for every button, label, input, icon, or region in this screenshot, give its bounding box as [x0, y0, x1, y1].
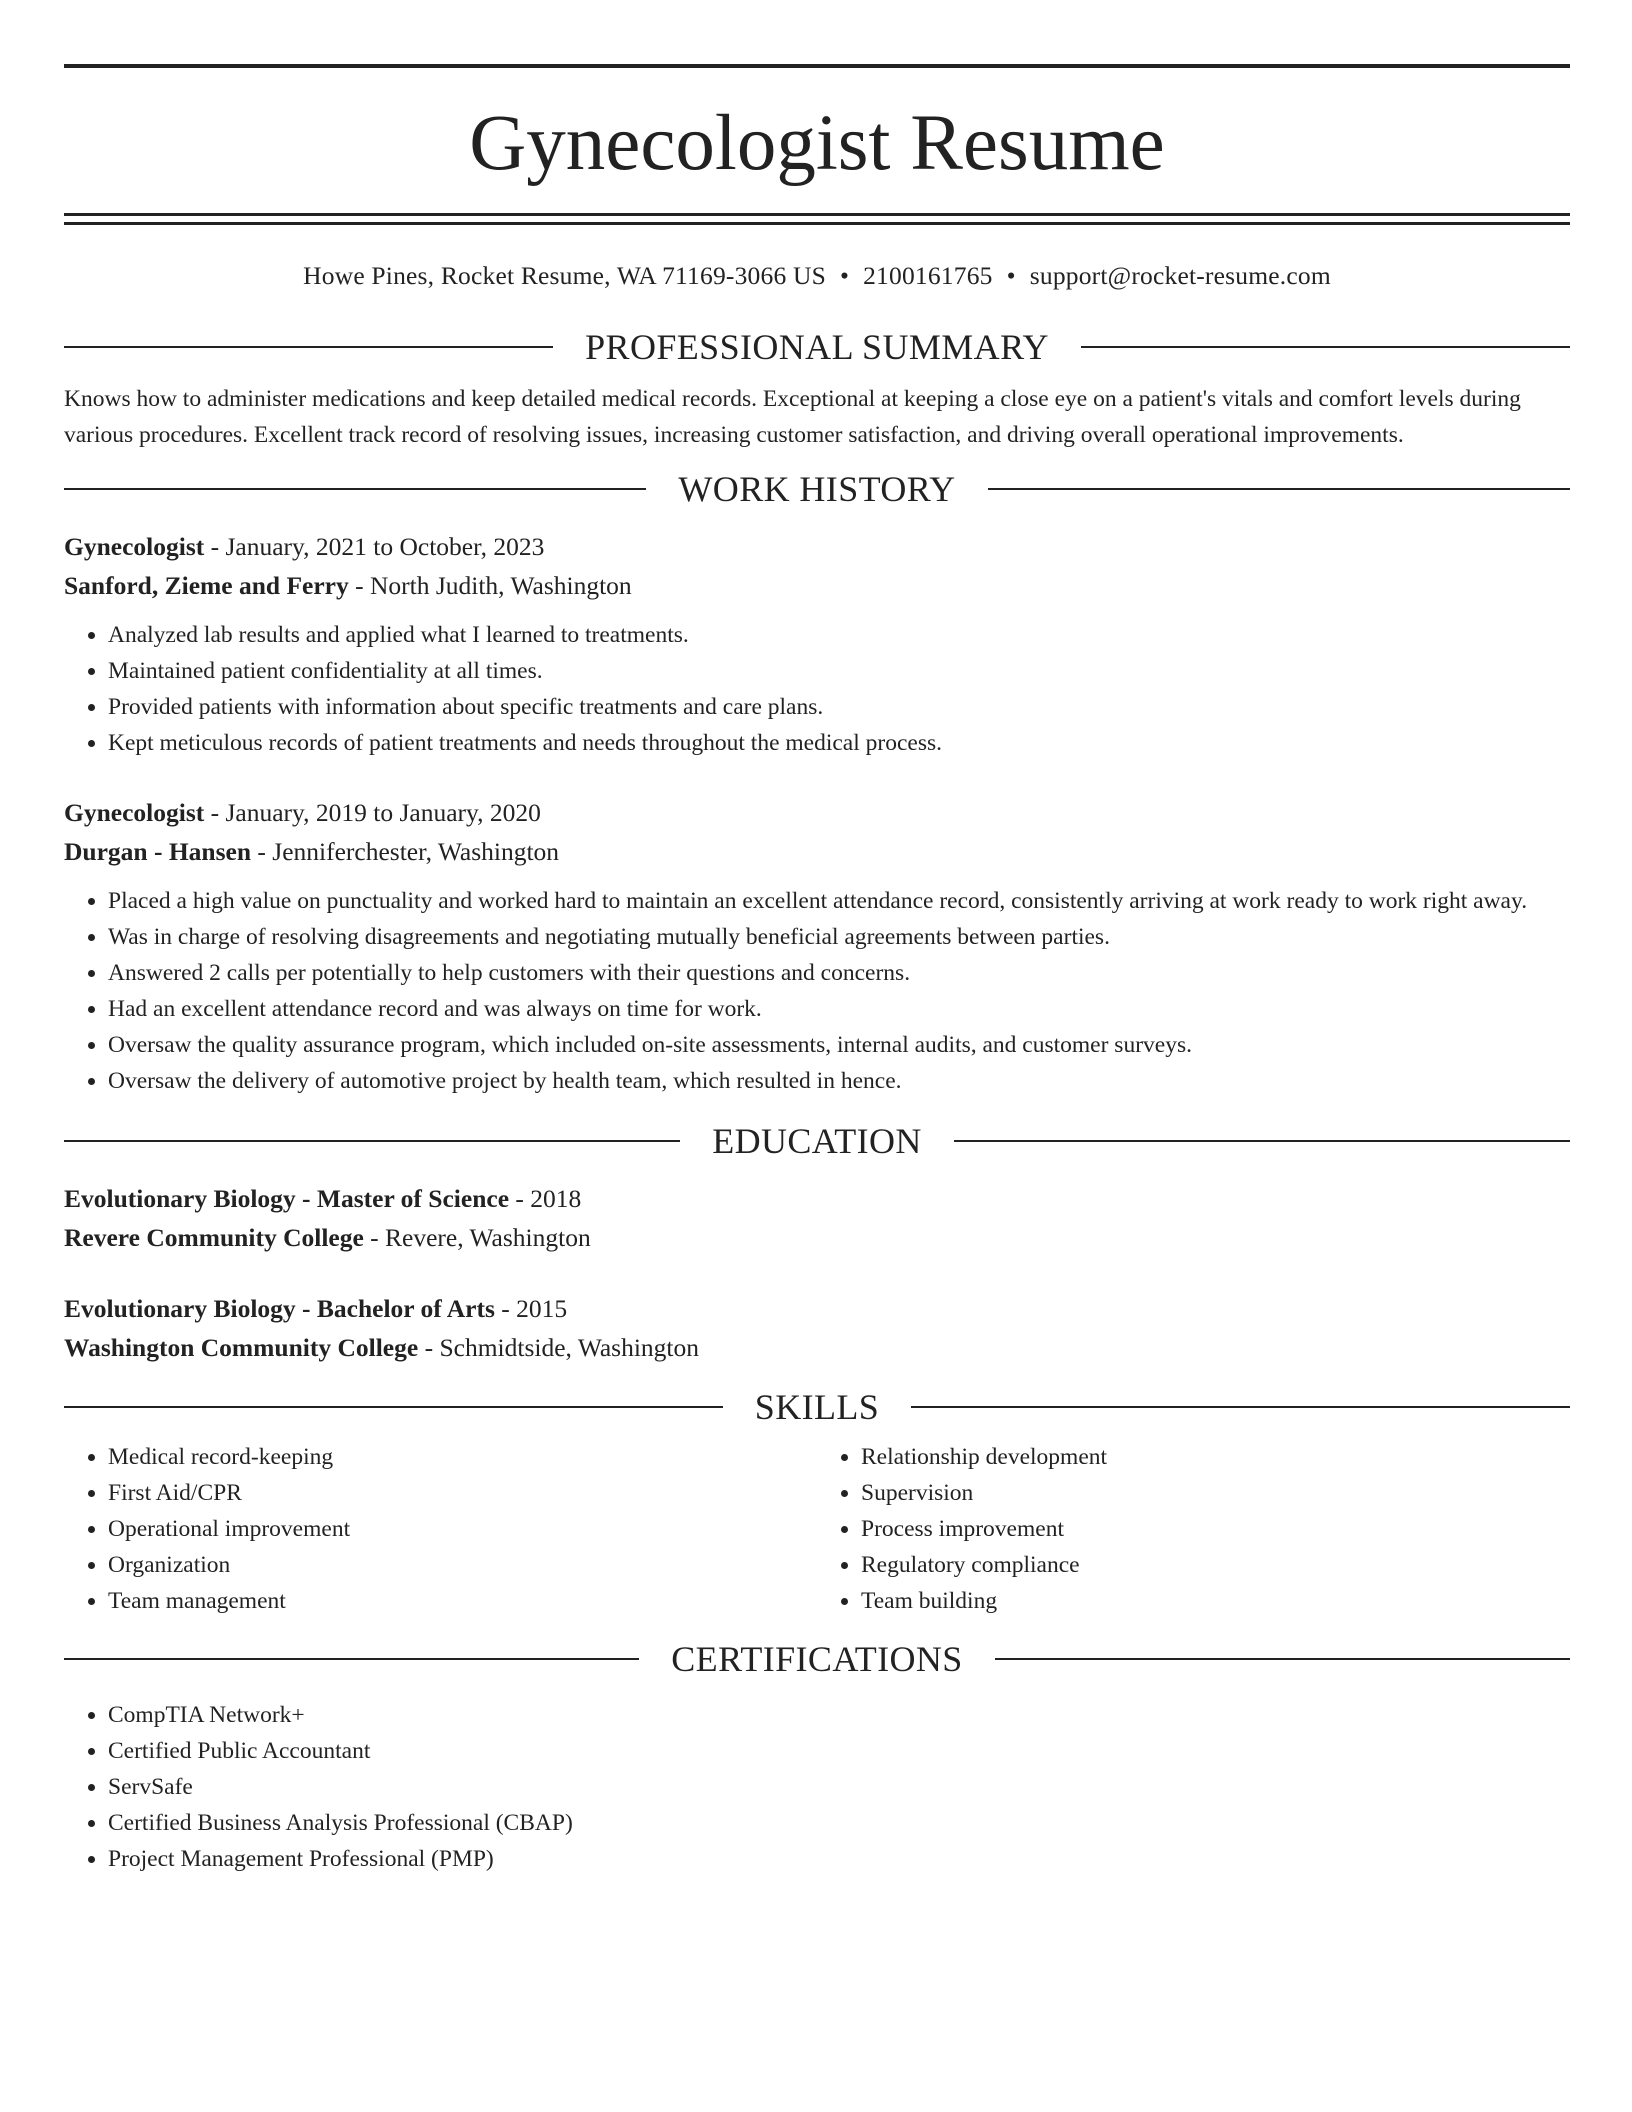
school-line [64, 1218, 1570, 1257]
certification-item: • Certified Public Accountant [108, 1733, 1570, 1769]
skill-item: • Team building [861, 1583, 1570, 1619]
job-bullet: • Oversaw the quality assurance program, which included on-site assessments, internal audits, and customer surveys. [108, 1027, 1570, 1063]
header-double-rule [64, 213, 1570, 225]
school: Washington Community College [64, 1333, 419, 1362]
contact-phone: 2100161765 [863, 261, 993, 290]
certification-item: • ServSafe [108, 1769, 1570, 1805]
skills-columns [64, 1439, 1570, 1619]
skill-item: • Process improvement [861, 1511, 1570, 1547]
section-title: EDUCATION [712, 1121, 922, 1161]
degree-year: - 2015 [494, 1294, 568, 1323]
contact-separator: • [1006, 261, 1016, 290]
job-bullet: • Analyzed lab results and applied what I learned to treatments. [108, 617, 1570, 653]
certification-item: • Project Management Professional (PMP) [108, 1841, 1570, 1877]
contact-address: Howe Pines, Rocket Resume, WA 71169-3066 US [303, 261, 826, 290]
education-entry [64, 1179, 1570, 1257]
degree-line [64, 1179, 1570, 1218]
heading-rule [64, 346, 553, 348]
heading-rule [64, 1140, 680, 1142]
job-bullet: • Was in charge of resolving disagreements and negotiating mutually beneficial agreements between parties. [108, 919, 1570, 955]
job-bullet: • Kept meticulous records of patient treatments and needs throughout the medical process. [108, 725, 1570, 761]
skill-item: • Medical record-keeping [108, 1439, 817, 1475]
job-bullet: • Provided patients with information about specific treatments and care plans. [108, 689, 1570, 725]
job-title: Gynecologist [64, 798, 205, 827]
school-location: - Schmidtside, Washington [418, 1333, 700, 1362]
job-title: Gynecologist [64, 532, 205, 561]
job-bullet: • Placed a high value on punctuality and worked hard to maintain an excellent attendance record, consistently arriving at work ready to work right away. [108, 883, 1570, 919]
heading-rule [954, 1140, 1570, 1142]
skills-list-right [817, 1439, 1570, 1619]
school: Revere Community College [64, 1223, 364, 1252]
job-company: Sanford, Zieme and Ferry [64, 571, 349, 600]
certification-item: • CompTIA Network+ [108, 1697, 1570, 1733]
certifications-heading [64, 1631, 1570, 1687]
job-company-line [64, 832, 1570, 871]
job-title-line [64, 527, 1570, 566]
skill-item: • Team management [108, 1583, 817, 1619]
header-top-rule [64, 64, 1570, 68]
heading-rule [1081, 346, 1570, 348]
heading-rule [988, 488, 1570, 490]
section-title: CERTIFICATIONS [671, 1639, 963, 1679]
certifications-list [64, 1697, 1570, 1877]
degree-line [64, 1289, 1570, 1328]
job-location: - Jenniferchester, Washington [251, 837, 560, 866]
job-bullets [64, 883, 1570, 1099]
job-location: - North Judith, Washington [348, 571, 632, 600]
education-heading [64, 1113, 1570, 1169]
heading-rule [64, 1658, 639, 1660]
job-bullets [64, 617, 1570, 761]
heading-rule [995, 1658, 1570, 1660]
contact-separator: • [839, 261, 850, 290]
certification-item: • Certified Business Analysis Professional (CBAP) [108, 1805, 1570, 1841]
contact-info [64, 261, 1570, 291]
job-entry [64, 527, 1570, 761]
skill-item: • Relationship development [861, 1439, 1570, 1475]
skill-item: • Operational improvement [108, 1511, 817, 1547]
job-bullet: • Maintained patient confidentiality at all times. [108, 653, 1570, 689]
job-company: Durgan - Hansen [64, 837, 252, 866]
school-line [64, 1328, 1570, 1367]
section-title: SKILLS [754, 1387, 880, 1427]
summary-heading [64, 319, 1570, 375]
resume-title: Gynecologist Resume [469, 100, 1165, 187]
section-title: WORK HISTORY [678, 469, 956, 509]
contact-email: support@rocket-resume.com [1029, 261, 1331, 290]
skill-item: • Organization [108, 1547, 817, 1583]
job-entry [64, 793, 1570, 1099]
section-title: PROFESSIONAL SUMMARY [585, 327, 1049, 367]
skill-item: • Supervision [861, 1475, 1570, 1511]
skills-heading [64, 1379, 1570, 1435]
work-history-heading [64, 461, 1570, 517]
heading-rule [911, 1406, 1570, 1408]
resume-page [64, 64, 1570, 1877]
degree-year: - 2018 [509, 1184, 582, 1213]
summary-text: Knows how to administer medications and keep detailed medical records. Exceptional at keeping a close eye on a patient's vitals and comfort levels during various procedures. Excellent track record of resolving issues, increasing customer satisfaction, and driving overall operational improvements. [64, 386, 1521, 448]
skill-item: • First Aid/CPR [108, 1475, 817, 1511]
job-bullet: • Had an excellent attendance record and was always on time for work. [108, 991, 1570, 1027]
education-entry [64, 1289, 1570, 1367]
heading-rule [64, 1406, 723, 1408]
job-dates: - January, 2021 to October, 2023 [204, 532, 545, 561]
skills-list-left [64, 1439, 817, 1619]
job-dates: - January, 2019 to January, 2020 [204, 798, 541, 827]
degree: Evolutionary Biology - Bachelor of Arts [64, 1294, 495, 1323]
heading-rule [64, 488, 646, 490]
job-bullet: • Oversaw the delivery of automotive project by health team, which resulted in hence. [108, 1063, 1570, 1099]
skill-item: • Regulatory compliance [861, 1547, 1570, 1583]
degree: Evolutionary Biology - Master of Science [64, 1184, 510, 1213]
job-company-line [64, 566, 1570, 605]
school-location: - Revere, Washington [363, 1223, 591, 1252]
job-bullet: • Answered 2 calls per potentially to help customers with their questions and concerns. [108, 955, 1570, 991]
job-title-line [64, 793, 1570, 832]
